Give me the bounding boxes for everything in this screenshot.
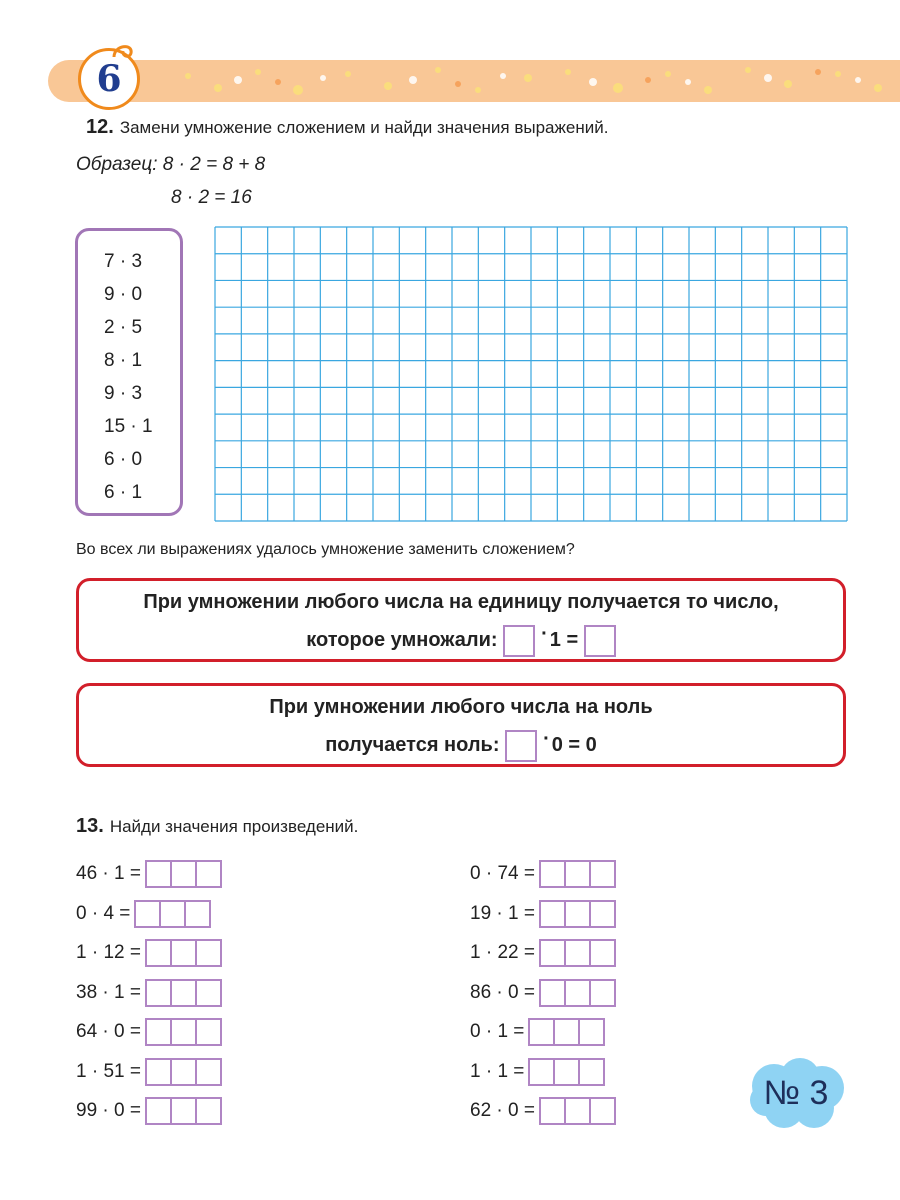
product-item <box>470 939 616 967</box>
answer-cell[interactable] <box>564 900 591 928</box>
product-item <box>470 860 616 888</box>
product-expression: 0 · 74 = <box>470 863 535 885</box>
product-expression: 64 · 0 = <box>76 1021 141 1043</box>
answer-cell[interactable] <box>589 1097 616 1125</box>
answer-cell[interactable] <box>170 860 197 888</box>
product-expression: 19 · 1 = <box>470 902 535 924</box>
rule-1-line-2 <box>79 621 843 659</box>
answer-cell[interactable] <box>145 939 172 967</box>
answer-cells <box>145 979 222 1007</box>
task-13-number: 13. <box>76 815 104 837</box>
product-item <box>470 1018 605 1046</box>
answer-cell[interactable] <box>170 1058 197 1086</box>
answer-cells <box>539 979 616 1007</box>
product-item <box>470 1058 605 1086</box>
sample-line-2: 8 · 2 = 16 <box>171 187 252 208</box>
page-number-badge <box>78 48 140 110</box>
banner-dots-decoration <box>48 60 900 102</box>
answer-cell[interactable] <box>195 1058 222 1086</box>
answer-cell[interactable] <box>589 939 616 967</box>
product-item <box>470 900 616 928</box>
product-expression: 62 · 0 = <box>470 1100 535 1122</box>
task-12-title: Замени умножение сложением и найди значения выражений. <box>119 118 609 137</box>
answer-cell[interactable] <box>195 979 222 1007</box>
product-expression: 1 · 51 = <box>76 1060 141 1082</box>
product-expression: 46 · 1 = <box>76 863 141 885</box>
answer-cells <box>539 860 616 888</box>
answer-cells <box>539 1097 616 1125</box>
product-item <box>76 1018 222 1046</box>
answer-cell[interactable] <box>539 979 566 1007</box>
answer-cell[interactable] <box>589 860 616 888</box>
product-expression: 1 · 12 = <box>76 942 141 964</box>
answer-cells <box>145 1018 222 1046</box>
answer-cells <box>539 900 616 928</box>
expression: 15 · 1 <box>104 416 153 437</box>
answer-cell[interactable] <box>145 860 172 888</box>
product-expression: 0 · 4 = <box>76 902 131 924</box>
rule-2-text: получается ноль: <box>325 734 500 756</box>
answer-cell[interactable] <box>195 939 222 967</box>
answer-cell[interactable] <box>170 1018 197 1046</box>
answer-cell[interactable] <box>578 1018 605 1046</box>
product-expression: 0 · 1 = <box>470 1021 525 1043</box>
task-13-title: Найди значения произведений. <box>109 817 359 836</box>
product-expression: 86 · 0 = <box>470 981 535 1003</box>
badge-label: № 3 <box>763 1073 829 1112</box>
product-item <box>76 900 211 928</box>
product-item <box>470 1097 616 1125</box>
answer-cells <box>539 939 616 967</box>
task-12-heading <box>86 116 608 139</box>
expression: 9 · 3 <box>104 383 143 404</box>
answer-cell[interactable] <box>539 1097 566 1125</box>
answer-cell[interactable] <box>184 900 211 928</box>
answer-cell[interactable] <box>539 939 566 967</box>
answer-cell[interactable] <box>195 1097 222 1125</box>
rule-2-tail: 0 = 0 <box>551 734 597 756</box>
answer-cell[interactable] <box>553 1018 580 1046</box>
rule-1-line-1: При умножении любого числа на единицу получается то число, <box>143 591 779 613</box>
answer-cell[interactable] <box>159 900 186 928</box>
answer-cell[interactable] <box>170 939 197 967</box>
task-13-heading <box>76 815 358 838</box>
answer-square[interactable] <box>503 625 535 657</box>
product-item <box>470 979 616 1007</box>
expression: 2 · 5 <box>104 317 143 338</box>
header-banner <box>48 60 900 102</box>
product-expression: 1 · 22 = <box>470 942 535 964</box>
answer-cell[interactable] <box>528 1018 555 1046</box>
answer-cells <box>145 939 222 967</box>
expression: 6 · 0 <box>104 449 143 470</box>
product-expression: 99 · 0 = <box>76 1100 141 1122</box>
answer-cells <box>145 1058 222 1086</box>
answer-cell[interactable] <box>564 1097 591 1125</box>
rule-1-tail: 1 = <box>549 629 579 651</box>
answer-cell[interactable] <box>553 1058 580 1086</box>
expression: 7 · 3 <box>104 251 143 272</box>
answer-cell[interactable] <box>589 979 616 1007</box>
product-item <box>76 860 222 888</box>
answer-cell[interactable] <box>170 979 197 1007</box>
answer-cell[interactable] <box>539 900 566 928</box>
answer-cells <box>134 900 211 928</box>
expressions-box <box>75 228 183 516</box>
rule-2-line-1: При умножении любого числа на ноль <box>269 696 653 718</box>
rule-box-multiply-by-one <box>76 578 846 662</box>
answer-cell[interactable] <box>134 900 161 928</box>
answer-square[interactable] <box>584 625 616 657</box>
answer-cell[interactable] <box>528 1058 555 1086</box>
answer-cell[interactable] <box>145 979 172 1007</box>
answer-square[interactable] <box>505 730 537 762</box>
rule-1-text: которое умножали: <box>306 629 498 651</box>
answer-cell[interactable] <box>145 1058 172 1086</box>
rule-1-operator: · <box>541 623 548 645</box>
task-12-question: Во всех ли выражениях удалось умножение заменить сложением? <box>76 541 575 558</box>
sample-line-1: Образец: 8 · 2 = 8 + 8 <box>76 154 266 175</box>
answer-cell[interactable] <box>170 1097 197 1125</box>
swirl-decoration-icon <box>111 39 137 61</box>
answer-cell[interactable] <box>578 1058 605 1086</box>
product-item <box>76 939 222 967</box>
answer-cell[interactable] <box>564 860 591 888</box>
rule-2-operator: · <box>543 728 550 750</box>
answer-cell[interactable] <box>145 1018 172 1046</box>
rule-box-multiply-by-zero <box>76 683 846 767</box>
answer-cell[interactable] <box>539 860 566 888</box>
answer-cells <box>528 1018 605 1046</box>
page-number: 6 <box>96 58 122 100</box>
expression: 9 · 0 <box>104 284 143 305</box>
answer-cell[interactable] <box>589 900 616 928</box>
product-item <box>76 1058 222 1086</box>
answer-cells <box>145 860 222 888</box>
answer-cell[interactable] <box>564 979 591 1007</box>
writing-grid[interactable] <box>214 226 848 522</box>
answer-cells <box>528 1058 605 1086</box>
expression: 6 · 1 <box>104 482 143 503</box>
answer-cell[interactable] <box>195 860 222 888</box>
product-item <box>76 1097 222 1125</box>
task-12-number: 12. <box>86 116 114 138</box>
answer-cell[interactable] <box>145 1097 172 1125</box>
rule-2-line-2 <box>79 726 843 764</box>
expression: 8 · 1 <box>104 350 143 371</box>
number-badge <box>744 1056 848 1130</box>
answer-cells <box>145 1097 222 1125</box>
answer-cell[interactable] <box>195 1018 222 1046</box>
answer-cell[interactable] <box>564 939 591 967</box>
product-expression: 1 · 1 = <box>470 1060 525 1082</box>
product-item <box>76 979 222 1007</box>
product-expression: 38 · 1 = <box>76 981 141 1003</box>
